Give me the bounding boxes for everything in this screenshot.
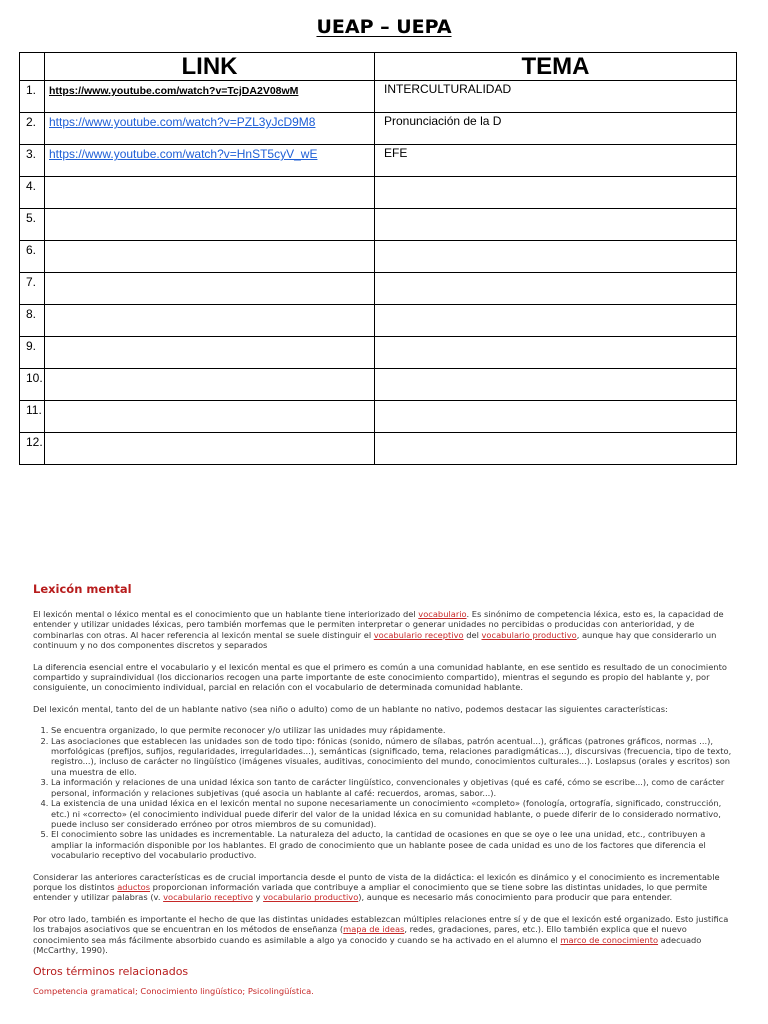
text: , redes, gradaciones, pares, etc.). Ello también explica que el nuevo conocimiento sea más fácilmente absorbido cuando es asimilable a algo ya conocido y cuando se ha activado en el alumno el bbox=[33, 924, 687, 945]
text: ), aunque es necesario más conocimiento para producir que para entender. bbox=[358, 892, 673, 903]
row-number: 1. bbox=[20, 81, 45, 113]
video-link[interactable]: https://www.youtube.com/watch?v=TcjDA2V08wM bbox=[49, 85, 299, 97]
tema-cell bbox=[375, 241, 737, 273]
characteristics-list bbox=[33, 725, 733, 860]
paragraph-4 bbox=[33, 872, 733, 903]
row-number: 8. bbox=[20, 305, 45, 337]
table-row bbox=[20, 113, 737, 145]
row-number: 4. bbox=[20, 177, 45, 209]
link-cell bbox=[45, 177, 375, 209]
tema-cell bbox=[375, 433, 737, 465]
tema-cell bbox=[375, 369, 737, 401]
related-terms[interactable]: Competencia gramatical; Conocimiento lingüístico; Psicolingüística. bbox=[33, 986, 314, 997]
text: adecuado (McCarthy, 1990). bbox=[33, 934, 702, 955]
list-item: 5. El conocimiento sobre las unidades es incrementable. La naturaleza del aducto, la cantidad de ocasiones en que se oye o lee una unidad, etc., contribuyen a ampliar la información disponible por los hablantes. El grado de conocimiento que un hablante posee de cada unidad es uno de los factores que diferencia el vocabulario receptivo del vocabulario productivo. bbox=[51, 829, 733, 860]
document-title: UEAP – UEPA bbox=[316, 16, 452, 38]
table-row bbox=[20, 433, 737, 465]
table-row bbox=[20, 305, 737, 337]
table-header-row bbox=[20, 53, 737, 81]
text: Por otro lado, también es importante el hecho de que las distintas unidades establezcan múltiples relaciones entre sí y de que el lexicón esté organizado. Esto justifica los trabajos asociativos que se encuentran en los métodos de enseñanza ( bbox=[33, 913, 729, 935]
table-row bbox=[20, 241, 737, 273]
row-number: 2. bbox=[20, 113, 45, 145]
link-cell bbox=[45, 369, 375, 401]
table-row bbox=[20, 401, 737, 433]
link-cell bbox=[45, 81, 375, 113]
list-item: 2. Las asociaciones que establecen las unidades son de todo tipo: fónicas (sonido, número de sílabas, patrón acentual...), gráficas (patrones gráficos, normas ...), morfológicas (prefijos, sufijos, regularidades, irregularidades...), semánticas (significado, tema, relaciones paradigmáticas...), discursivas (frecuencia, tipo de texto, registro...), incluso de carácter no lingüístico (imágenes visuales, auditivas, conocimiento del mundo, conocimientos culturales...). Loslapsus (orales y escritos) son una muestra de ello. bbox=[51, 736, 733, 778]
table-row bbox=[20, 145, 737, 177]
link-cell bbox=[45, 273, 375, 305]
tema-cell bbox=[375, 337, 737, 369]
related-terms-heading: Otros términos relacionados bbox=[33, 965, 189, 979]
text: El lexicón mental o léxico mental es el conocimiento que un hablante tiene interiorizado del bbox=[33, 609, 419, 619]
tema-cell bbox=[375, 273, 737, 305]
list-item: 4. La existencia de una unidad léxica en el lexicón mental no supone necesariamente un conocimiento «completo» (fonología, ortografía, significado, construcción, etc.) ni «correcto» (el conocimiento individual puede diferir del valor de la unidad léxica en su comunidad hablante, o puede diferir de lo considerado normativo, puede incluso ser considerado erróneo por otros miembros de su comunidad). bbox=[51, 798, 733, 829]
link-mapa-de-ideas[interactable]: mapa de ideas bbox=[343, 924, 405, 935]
row-number: 7. bbox=[20, 273, 45, 305]
table-row bbox=[20, 209, 737, 241]
tema-cell: INTERCULTURALIDAD bbox=[375, 81, 737, 113]
link-cell bbox=[45, 305, 375, 337]
links-table bbox=[19, 52, 737, 465]
link-cell bbox=[45, 433, 375, 465]
header-number bbox=[20, 53, 45, 81]
link-cell bbox=[45, 241, 375, 273]
tema-cell bbox=[375, 209, 737, 241]
row-number: 9. bbox=[20, 337, 45, 369]
tema-cell: EFE bbox=[375, 145, 737, 177]
link-cell bbox=[45, 113, 375, 145]
table-row bbox=[20, 337, 737, 369]
table-row bbox=[20, 177, 737, 209]
link-vocabulario-productivo[interactable]: vocabulario productivo bbox=[481, 629, 577, 640]
paragraph-5 bbox=[33, 914, 733, 956]
text: del bbox=[463, 629, 482, 640]
row-number: 3. bbox=[20, 145, 45, 177]
text: proporcionan información variada que contribuye a ampliar el conocimiento que se tiene sobre las distintas unidades, lo que permite entender y utilizar palabras (v. bbox=[33, 881, 708, 903]
link-cell bbox=[45, 145, 375, 177]
header-tema: TEMA bbox=[375, 53, 737, 81]
link-cell bbox=[45, 337, 375, 369]
tema-cell bbox=[375, 177, 737, 209]
link-vocabulario-productivo[interactable]: vocabulario productivo bbox=[263, 892, 359, 903]
paragraph-1 bbox=[33, 609, 733, 651]
link-vocabulario-receptivo[interactable]: vocabulario receptivo bbox=[373, 629, 464, 640]
tema-cell bbox=[375, 305, 737, 337]
row-number: 10. bbox=[20, 369, 45, 401]
list-item: 1. Se encuentra organizado, lo que permite reconocer y/o utilizar las unidades muy rápidamente. bbox=[51, 725, 733, 735]
text: Considerar las anteriores características es de crucial importancia desde el punto de vista de la didáctica: el lexicón es dinámico y el conocimiento es incrementable porque los distintos bbox=[33, 871, 720, 892]
text: . Es sinónimo de competencia léxica, esto es, la capacidad de entender y utilizar unidades léxicas, pero también morfemas que le permiten interpretar o generar unidades no percibidas o producidas con anterioridad, y de combinarlas con otras. Al hacer referencia al lexicón mental se suele distinguir el bbox=[33, 609, 724, 640]
link-cell bbox=[45, 209, 375, 241]
link-aductos[interactable]: aductos bbox=[117, 881, 151, 892]
link-vocabulario[interactable]: vocabulario bbox=[418, 609, 467, 619]
table-row bbox=[20, 81, 737, 113]
text: y bbox=[252, 892, 264, 903]
row-number: 5. bbox=[20, 209, 45, 241]
row-number: 12. bbox=[20, 433, 45, 465]
paragraph-3: Del lexicón mental, tanto del de un hablante nativo (sea niño o adulto) como de un hablante no nativo, podemos destacar las siguientes características: bbox=[33, 703, 668, 714]
text: , aunque hay que considerarlo un continuum y no dos componentes discretos y separados bbox=[33, 629, 717, 651]
paragraph-2: La diferencia esencial entre el vocabulario y el lexicón mental es que el primero es común a una comunidad hablante, en ese sentido es resultado de un conocimiento compartido y supraindividual (los diccionarios recogen una parte importante de este conocimiento compartido), mientras el segundo es propio del hablante y, por consiguiente, un conocimiento individual, parcial en relación con el vocabulario de determinada comunidad hablante. bbox=[33, 661, 727, 693]
row-number: 11. bbox=[20, 401, 45, 433]
row-number: 6. bbox=[20, 241, 45, 273]
table-row bbox=[20, 369, 737, 401]
video-link[interactable]: https://www.youtube.com/watch?v=HnST5cyV_wE bbox=[49, 147, 318, 161]
article-heading: Lexicón mental bbox=[33, 582, 132, 596]
video-link[interactable]: https://www.youtube.com/watch?v=PZL3yJcD9M8 bbox=[49, 115, 316, 129]
link-marco-de-conocimiento[interactable]: marco de conocimiento bbox=[560, 934, 659, 945]
list-item: 3. La información y relaciones de una unidad léxica son tanto de carácter lingüístico, convencionales y objetivas (qué es café, cómo se escribe...), como de carácter personal, información y relaciones subjetivas (qué asocia un hablante al café: recuerdos, aromas, sabor...). bbox=[51, 777, 733, 798]
header-link: LINK bbox=[45, 53, 375, 81]
article bbox=[33, 583, 733, 997]
tema-cell: Pronunciación de la D bbox=[375, 113, 737, 145]
link-vocabulario-receptivo[interactable]: vocabulario receptivo bbox=[163, 892, 253, 903]
tema-cell bbox=[375, 401, 737, 433]
link-cell bbox=[45, 401, 375, 433]
table-row bbox=[20, 273, 737, 305]
